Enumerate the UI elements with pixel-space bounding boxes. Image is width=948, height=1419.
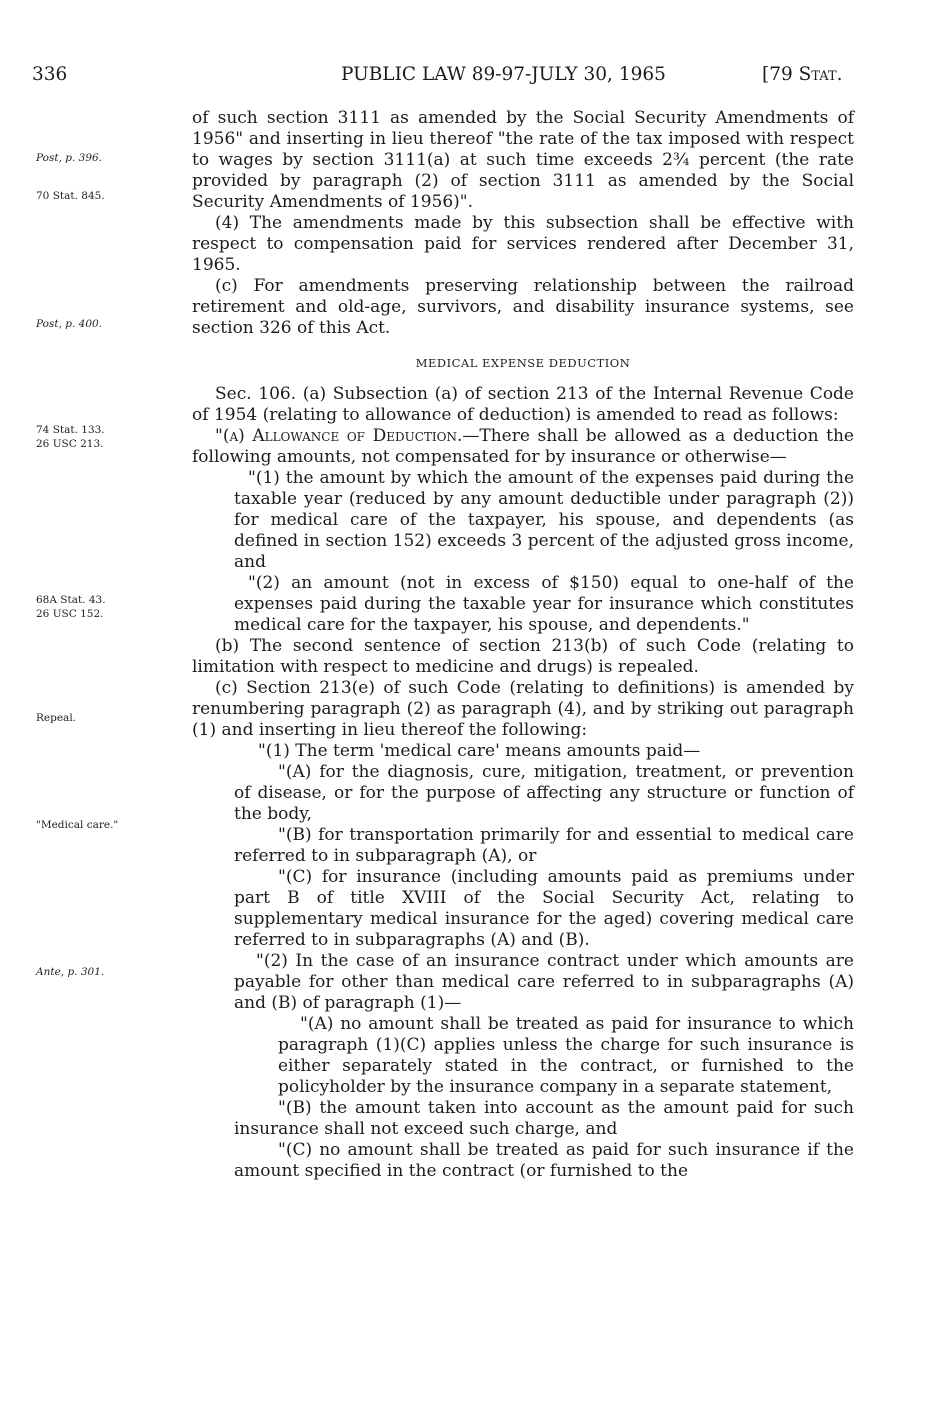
allowance-text: —There shall be allowed as a deduction the following amounts, not compensated for by insurance or otherwise—	[192, 426, 854, 467]
paragraph-4: (4) The amendments made by this subsection shall be effective with respect to compensation paid for services rendered after December 31, 1965.	[192, 213, 854, 275]
paragraph-continuation: of such section 3111 as amended by the Social Security Amendments of 1956" and inserting in lieu thereof "the rate of the tax imposed with respect to wages by section 3111(a) at such time exceeds 2¾ percent (the rate provided by paragraph (2) of section 3111 as amended by the Social Security Amendments of 1956)".	[192, 108, 854, 212]
statute-reference: [79 Stat.	[762, 64, 843, 85]
page-number: 336	[32, 64, 68, 85]
subsection-a-1: "(1) the amount by which the amount of the expenses paid during the taxable year (reduced by any amount deductible under paragraph (2)) for medical care of the taxpayer, his spouse, and dependents (as defined in section 152) exceeds 3 percent of the adjusted gross income, and	[234, 468, 854, 572]
subsection-a-2: "(2) an amount (not in excess of $150) equal to one-half of the expenses paid during the taxable year for insurance which constitutes medical care for the taxpayer, his spouse, and dependents."	[234, 573, 854, 635]
margin-note-ante-301: Ante, p. 301.	[36, 966, 105, 978]
allowance-heading: "(a) Allowance of Deduction.	[215, 426, 463, 446]
definition-2-a: "(A) no amount shall be treated as paid for insurance to which paragraph (1)(C) applies unless the charge for such insurance is either separately stated in the contract, or furnished to the policyholder by the insurance company in a separate statement,	[278, 1014, 854, 1097]
definition-1-a: "(A) for the diagnosis, cure, mitigation, treatment, or prevention of disease, or for the purpose of affecting any structure or function of the body,	[234, 762, 854, 824]
definition-1-b: "(B) for transportation primarily for and essential to medical care referred to in subparagraph (A), or	[234, 825, 854, 866]
paragraph-c-definitions: (c) Section 213(e) of such Code (relating to definitions) is amended by renumbering paragraph (2) as paragraph (4), and by striking out paragraph (1) and inserting in lieu thereof the following:	[192, 678, 854, 740]
section-heading: MEDICAL EXPENSE DEDUCTION	[415, 356, 631, 370]
margin-note-repeal: Repeal.	[36, 712, 77, 724]
section-106: Sec. 106. (a) Subsection (a) of section 213 of the Internal Revenue Code of 1954 (relating to allowance of deduction) is amended to read as follows:	[192, 384, 854, 425]
definition-2-c: "(C) no amount shall be treated as paid for such insurance if the amount specified in the contract (or furnished to the	[234, 1140, 854, 1181]
margin-note-26-usc-152: 26 USC 152.	[36, 608, 104, 620]
allowance-of-deduction	[192, 426, 854, 468]
running-header-title: PUBLIC LAW 89-97-JULY 30, 1965	[341, 64, 666, 85]
paragraph-b: (b) The second sentence of section 213(b) of such Code (relating to limitation with respect to medicine and drugs) is repealed.	[192, 636, 854, 677]
margin-note-medical-care: "Medical care."	[36, 819, 119, 831]
margin-note-post-400: Post, p. 400.	[36, 318, 103, 330]
margin-note-70-stat-845: 70 Stat. 845.	[36, 190, 105, 202]
definition-2-b: "(B) the amount taken into account as the amount paid for such insurance shall not exceed such charge, and	[234, 1098, 854, 1139]
body-text	[192, 108, 854, 1182]
definition-1-c: "(C) for insurance (including amounts paid as premiums under part B of title XVIII of the Social Security Act, relating to supplementary medical insurance for the aged) covering medical care referred to in subparagraphs (A) and (B).	[234, 867, 854, 950]
paragraph-c: (c) For amendments preserving relationship between the railroad retirement and old-age, survivors, and disability insurance systems, see section 326 of this Act.	[192, 276, 854, 338]
margin-note-26-usc-213: 26 USC 213.	[36, 438, 104, 450]
definition-2: "(2) In the case of an insurance contract under which amounts are payable for other than medical care referred to in subparagraphs (A) and (B) of paragraph (1)—	[234, 951, 854, 1013]
margin-note-68a-stat-43: 68A Stat. 43.	[36, 594, 106, 606]
margin-note-74-stat-133: 74 Stat. 133.	[36, 424, 105, 436]
margin-note-post-396: Post, p. 396.	[36, 152, 103, 164]
definition-1: "(1) The term 'medical care' means amounts paid—	[258, 741, 701, 761]
